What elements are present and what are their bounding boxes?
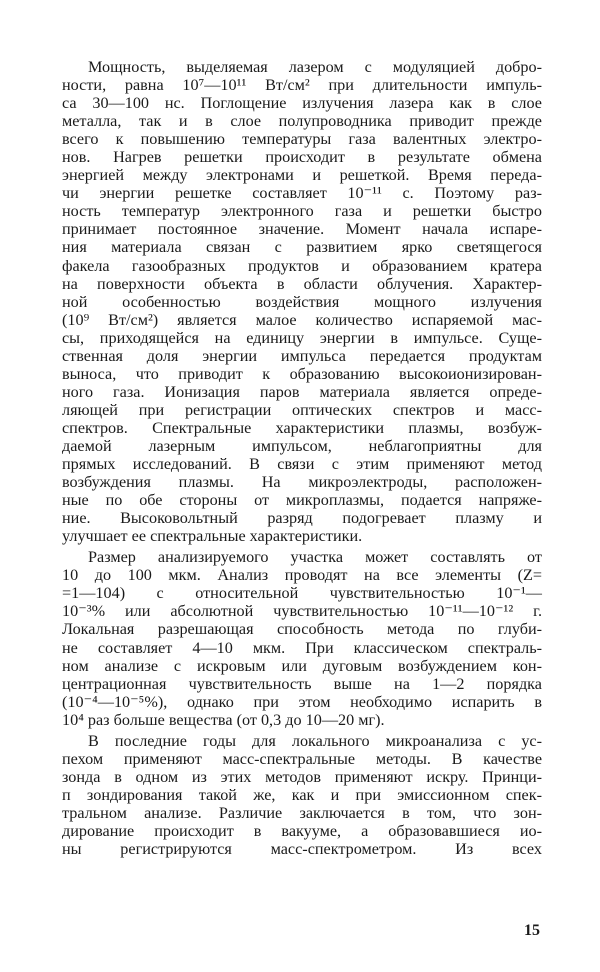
text-line: даемой лазерным импульсом, неблагоприятны для [62, 436, 542, 455]
text-line: 10⁴ раз больше вещества (от 0,3 до 10—20 мг). [62, 710, 385, 729]
text-line: ственная доля энергии импульса передается продуктам [62, 346, 542, 365]
text-line: ние. Высоковольтный разряд подогревает плазму и [62, 509, 542, 528]
text-line: выноса, что приводит к образованию высокоионизирован- [62, 364, 542, 383]
text-line: Локальная разрешающая способность метода по глуби- [62, 620, 542, 639]
text-line: (10⁻⁴—10⁻⁵%), однако при этом необходимо испарить в [62, 692, 542, 711]
paragraph [62, 732, 542, 858]
text-line: пехом применяют масс-спектральные методы. В качестве [62, 749, 542, 768]
text-line: В последние годы для локального микроанализа с ус- [88, 731, 542, 750]
paragraph [62, 548, 542, 728]
text-line: ные по обе стороны от микроплазмы, подается напряже- [62, 491, 542, 510]
text-line: не составляет 4—10 мкм. При классическом спектраль- [62, 638, 542, 657]
text-line: прямых исследований. В связи с этим применяют метод [62, 455, 542, 474]
text-line: 10⁻³% или абсолютной чувствительностью 10⁻¹¹—10⁻¹² г. [62, 602, 542, 621]
text-line: дирование происходит в вакууме, а образовавшиеся ио- [62, 821, 542, 840]
text-line: нов. Нагрев решетки происходит в результате обмена [62, 148, 542, 167]
text-line: Мощность, выделяемая лазером с модуляцией добро- [88, 58, 542, 76]
text-line: 10 до 100 мкм. Анализ проводят на все элементы (Z= [62, 566, 542, 585]
text-line: чи энергии решетке составляет 10⁻¹¹ с. Поэтому раз- [62, 184, 542, 203]
text-line: =1—104) с относительной чувствительностью 10⁻¹— [62, 584, 542, 603]
text-line: ляющей при регистрации оптических спектров и масс- [62, 400, 542, 419]
text-line: сы, приходящейся на единицу энергии в импульсе. Суще- [62, 328, 542, 347]
text-line: тральном анализе. Различие заключается в том, что зон- [62, 803, 542, 822]
paragraph [62, 58, 542, 545]
text-line: зонда в одном из этих методов применяют искру. Принци- [62, 767, 542, 786]
text-line: ны регистрируются масс-спектрометром. Из всех [62, 840, 542, 859]
page-number: 15 [524, 922, 540, 939]
text-line: Размер анализируемого участка может составлять от [88, 548, 542, 567]
text-line: ной особенностью воздействия мощного излучения [62, 292, 542, 311]
text-line: ния материала связан с развитием ярко светящегося [62, 238, 542, 257]
text-line: п зондирования такой же, как и при эмиссионном спек- [62, 785, 542, 804]
text-line: (10⁹ Вт/см²) является малое количество испаряемой мас- [62, 310, 542, 329]
text-line: центрационная чувствительность выше на 1—2 порядка [62, 674, 542, 693]
text-line: ном анализе с искровым или дуговым возбуждением кон- [62, 656, 542, 675]
text-line: металла, так и в слое полупроводника приводит прежде [62, 112, 542, 131]
text-line: са 30—100 нс. Поглощение излучения лазера как в слое [62, 94, 542, 113]
text-line: на поверхности объекта в области облучения. Характер- [62, 274, 542, 293]
text-line: ного газа. Ионизация паров материала является опреде- [62, 382, 542, 401]
text-line: принимает постоянное значение. Момент начала испаре- [62, 220, 542, 239]
text-line: всего к повышению температуры газа валентных электро- [62, 130, 542, 149]
text-line: ности, равна 10⁷—10¹¹ Вт/см² при длительности импуль- [62, 76, 542, 95]
text-line: энергией между электронами и решеткой. Время переда- [62, 166, 542, 185]
body-text [62, 58, 542, 858]
text-line: улучшает ее спектральные характеристики. [62, 527, 363, 546]
text-line: ность температур электронного газа и решетки быстро [62, 202, 542, 221]
text-line: возбуждения плазмы. На микроэлектроды, расположен- [62, 473, 542, 492]
text-line: факела газообразных продуктов и образованием кратера [62, 256, 542, 275]
text-line: спектров. Спектральные характеристики плазмы, возбуж- [62, 418, 542, 437]
